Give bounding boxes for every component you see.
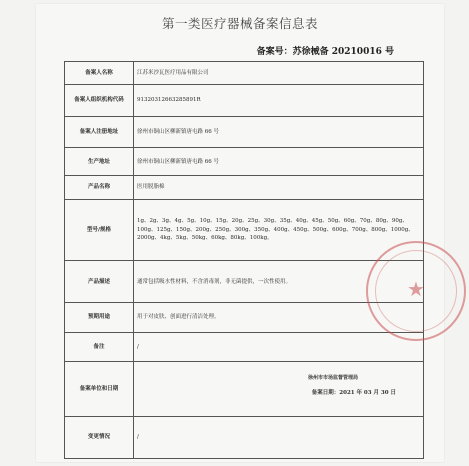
table-row [65, 85, 424, 117]
table-row [65, 148, 424, 176]
row-value: 通常包括吸水性材料，不含消毒剂，非无菌提供，一次性使用。 [134, 261, 424, 303]
row-label: 预期用途 [65, 303, 134, 332]
table-row [65, 62, 424, 85]
document-page [36, 4, 444, 462]
row-value: 医用脱脂棉 [134, 176, 424, 199]
row-value: / [134, 416, 424, 458]
row-value [134, 362, 424, 417]
table-row [65, 116, 424, 148]
table-row [65, 416, 424, 458]
filing-date: 备案日期：2021 年 03 月 30 日 [311, 390, 396, 397]
info-table [64, 61, 424, 459]
row-value: 用于对皮肤、创面进行清洁处理。 [134, 303, 424, 332]
document-title: 第一类医疗器械备案信息表 [161, 16, 318, 31]
row-label: 产品名称 [65, 176, 134, 199]
filing-authority: 徐州市市场监督管理局 [307, 375, 358, 382]
table-row [65, 176, 424, 199]
row-label: 备案单位和日期 [65, 362, 134, 417]
seal-star-icon: ★ [407, 277, 425, 301]
filing-number: 备案号：苏徐械备 20210016 号 [256, 47, 394, 57]
official-seal-icon [366, 241, 466, 341]
table-row [65, 199, 424, 261]
row-value: 江苏米沙瓦医疗用品有限公司 [134, 62, 424, 85]
row-label: 备案人组织机构代码 [65, 85, 134, 117]
row-label: 备注 [65, 332, 134, 361]
table-row [65, 332, 424, 361]
row-label: 备案人名称 [65, 62, 134, 85]
row-label: 产品描述 [65, 261, 134, 303]
row-label: 变更情况 [65, 416, 134, 458]
row-label: 生产地址 [65, 148, 134, 176]
row-label: 备案人注册地址 [65, 116, 134, 148]
row-value: 徐州市铜山区柳新镇唐屯路 66 号 [134, 148, 424, 176]
row-value: 91320312663285891R [134, 85, 424, 117]
row-value: 1g、2g、3g、4g、5g、10g、15g、20g、25g、30g、35g、40g、45g、50g、60g、70g、80g、90g、100g、125g、150g、200g、250g、300g、350g、400g、450g、500g、600g、700g、800g、1000g、2000g、4kg、5kg、50kg、60kg、80kg、100kg。 [134, 199, 424, 261]
row-value: 徐州市铜山区柳新镇唐屯路 66 号 [134, 116, 424, 148]
row-label: 型号/规格 [65, 199, 134, 261]
row-value: / [134, 332, 424, 361]
table-row [65, 362, 424, 417]
